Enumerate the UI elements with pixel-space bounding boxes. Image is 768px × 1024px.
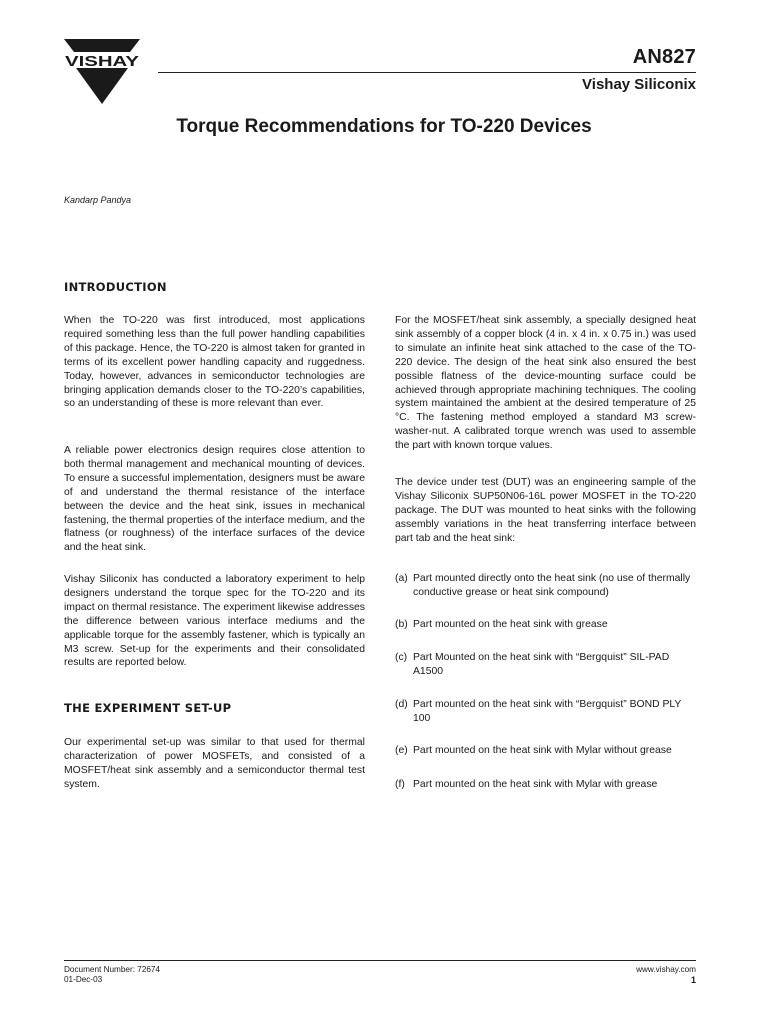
- list-marker: (c): [395, 652, 408, 663]
- header-divider: [158, 72, 696, 73]
- introduction-paragraph-3: Vishay Siliconix has conducted a laboratory experiment to help designers understand the torque spec for the TO-220 and its impact on thermal resistance. The experiment likewise addresses the difference between various interface mediums and the applicable torque for the assembly fastener, which is typically an M3 screw. Set-up for the experiments and their consolidated results are reported below.: [64, 574, 365, 669]
- list-item-text: Part mounted on the heat sink with Mylar with grease: [413, 779, 658, 790]
- list-item: [395, 618, 696, 632]
- list-item-text: Part mounted on the heat sink with grease: [413, 619, 608, 630]
- company-name: Vishay Siliconix: [582, 76, 696, 93]
- footer-right: [636, 965, 696, 985]
- logo-text: VISHAY: [65, 53, 139, 70]
- introduction-paragraph-2: A reliable power electronics design requires close attention to both thermal management and mechanical mounting of devices. To ensure a successful implementation, designers must be aware of and understand the thermal resistance of the interface between the device and the heat sink, issues in mechanical fastening, the thermal properties of the interface medium, and the flatness (or roughness) of the interface surfaces of the device and the heat sink.: [64, 445, 365, 554]
- footer-left: [64, 965, 160, 985]
- list-item: [395, 744, 696, 758]
- list-item-text: Part mounted on the heat sink with Mylar without grease: [413, 745, 672, 756]
- list-marker: (d): [395, 699, 408, 710]
- introduction-paragraph-1: When the TO-220 was first introduced, most applications required something less than the full power handling capabilities of this package. Hence, the TO-220 is almost taken for granted in terms of its excellent power handling capacity and ruggedness. Today, however, advances in semiconductor technologies are bringing application demands closer to the TO-220’s capabilities, so an understanding of these is more relevant than ever.: [64, 315, 365, 410]
- author-name: Kandarp Pandya: [64, 195, 132, 205]
- website-link[interactable]: www.vishay.com: [636, 965, 696, 974]
- page-title: Torque Recommendations for TO-220 Devices: [176, 116, 592, 137]
- experiment-setup-heading: THE EXPERIMENT SET-UP: [64, 701, 232, 715]
- experiment-setup-paragraph: Our experimental set-up was similar to that used for thermal characterization of power MOSFETs, and consisted of a MOSFET/heat sink assembly and a semiconductor thermal test system.: [64, 737, 365, 790]
- list-marker: (a): [395, 573, 408, 584]
- list-item-text: Part mounted on the heat sink with “Bergquist” BOND PLY 100: [413, 699, 682, 724]
- list-item: [395, 572, 696, 600]
- list-marker: (f): [395, 779, 405, 790]
- document-code: AN827: [632, 46, 696, 68]
- list-item: [395, 698, 696, 726]
- list-item-text: Part Mounted on the heat sink with “Bergquist” SIL-PAD A1500: [413, 652, 670, 677]
- vishay-logo: [62, 38, 142, 104]
- list-item: [395, 778, 696, 792]
- list-marker: (e): [395, 745, 408, 756]
- document-number: Document Number: 72674: [64, 965, 161, 974]
- logo-triangle-top: [64, 39, 140, 52]
- logo-triangle-bottom: [76, 68, 128, 104]
- footer-divider: [64, 960, 696, 961]
- page-number: 1: [690, 975, 696, 985]
- introduction-heading: INTRODUCTION: [64, 280, 167, 294]
- list-item: [395, 651, 696, 679]
- document-date: 01-Dec-03: [64, 975, 103, 984]
- heat-sink-paragraph: For the MOSFET/heat sink assembly, a specially designed heat sink assembly of a copper block (4 in. x 4 in. x 0.75 in.) was used to simulate an infinite heat sink attached to the case of the TO-220 device. The design of the heat sink also ensured the best possible flatness of the device-mounting surface could be achieved through appropriate machining techniques. The cooling system maintained the ambient at the desired temperature of 25 °C. The fastening method employed a standard M3 screw-washer-nut. A calibrated torque wrench was used to assemble the part with known torque values.: [395, 315, 696, 452]
- list-marker: (b): [395, 619, 408, 630]
- list-item-text: Part mounted directly onto the heat sink (no use of thermally conductive grease or heat sink compound): [413, 573, 691, 598]
- dut-paragraph: The device under test (DUT) was an engineering sample of the Vishay Siliconix SUP50N06-16L power MOSFET in the TO-220 package. The DUT was mounted to heat sinks with the following assembly variations in the heat transferring interface between part tab and the heat sink:: [395, 477, 696, 544]
